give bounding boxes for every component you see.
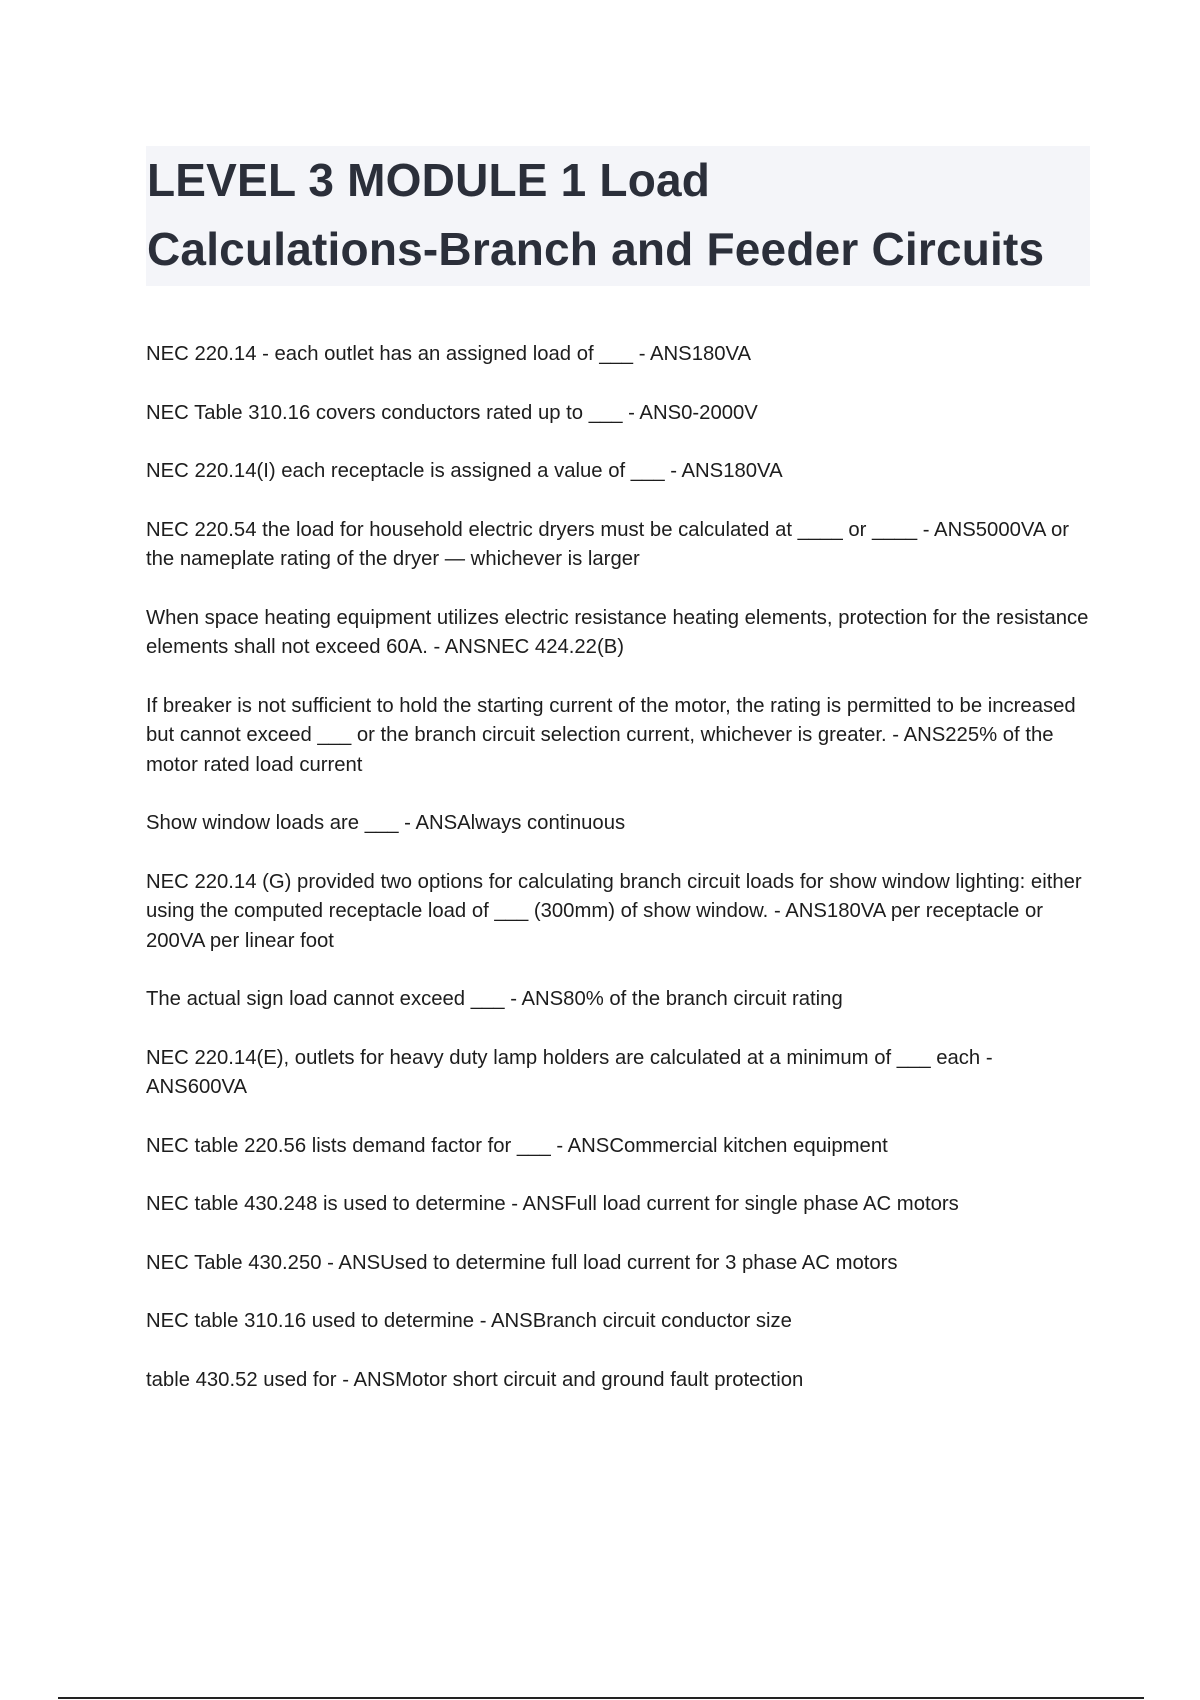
- qa-item: NEC table 310.16 used to determine - ANSBranch circuit conductor size: [146, 1310, 792, 1332]
- qa-item: NEC 220.14(I) each receptacle is assigned a value of ___ - ANS180VA: [146, 460, 783, 482]
- footer-divider: [58, 1697, 1144, 1699]
- title-block: [146, 146, 1090, 286]
- qa-item: Show window loads are ___ - ANSAlways continuous: [146, 812, 626, 834]
- title-line-2: Calculations-Branch and Feeder Circuits: [147, 223, 1045, 275]
- qa-item: The actual sign load cannot exceed ___ - ANS80% of the branch circuit rating: [146, 988, 843, 1010]
- qa-item: NEC 220.14 (G) provided two options for calculating branch circuit loads for show window lighting: either using the computed receptacle load of ___ (300mm) of show window. - ANS180VA per receptacle or 200VA per linear foot: [146, 870, 1082, 952]
- page-title: [147, 146, 1090, 284]
- qa-item: table 430.52 used for - ANSMotor short circuit and ground fault protection: [146, 1368, 804, 1391]
- qa-item: If breaker is not sufficient to hold the starting current of the motor, the rating is permitted to be increased but cannot exceed ___ or the branch circuit selection current, whichever is greater. - ANS225% of the motor rated load current: [146, 694, 1076, 776]
- qa-item: NEC 220.14 - each outlet has an assigned load of ___ - ANS180VA: [146, 343, 752, 365]
- qa-item: NEC table 220.56 lists demand factor for ___ - ANSCommercial kitchen equipment: [146, 1134, 888, 1157]
- qa-item: NEC Table 310.16 covers conductors rated up to ___ - ANS0-2000V: [146, 401, 758, 424]
- qa-item: NEC table 430.248 is used to determine - ANSFull load current for single phase AC motors: [146, 1193, 959, 1215]
- qa-item: NEC 220.54 the load for household electric dryers must be calculated at ____ or ____ - ANS5000VA or the nameplate rating of the dryer — whichever is larger: [146, 518, 1069, 570]
- qa-item: When space heating equipment utilizes electric resistance heating elements, protection for the resistance elements shall not exceed 60A. - ANSNEC 424.22(B): [146, 606, 1089, 658]
- qa-item: NEC 220.14(E), outlets for heavy duty lamp holders are calculated at a minimum of ___ each - ANS600VA: [146, 1046, 993, 1098]
- title-line-1: LEVEL 3 MODULE 1 Load: [147, 154, 711, 206]
- question-answer-list: [146, 340, 1090, 1424]
- qa-item: NEC Table 430.250 - ANSUsed to determine full load current for 3 phase AC motors: [146, 1251, 898, 1274]
